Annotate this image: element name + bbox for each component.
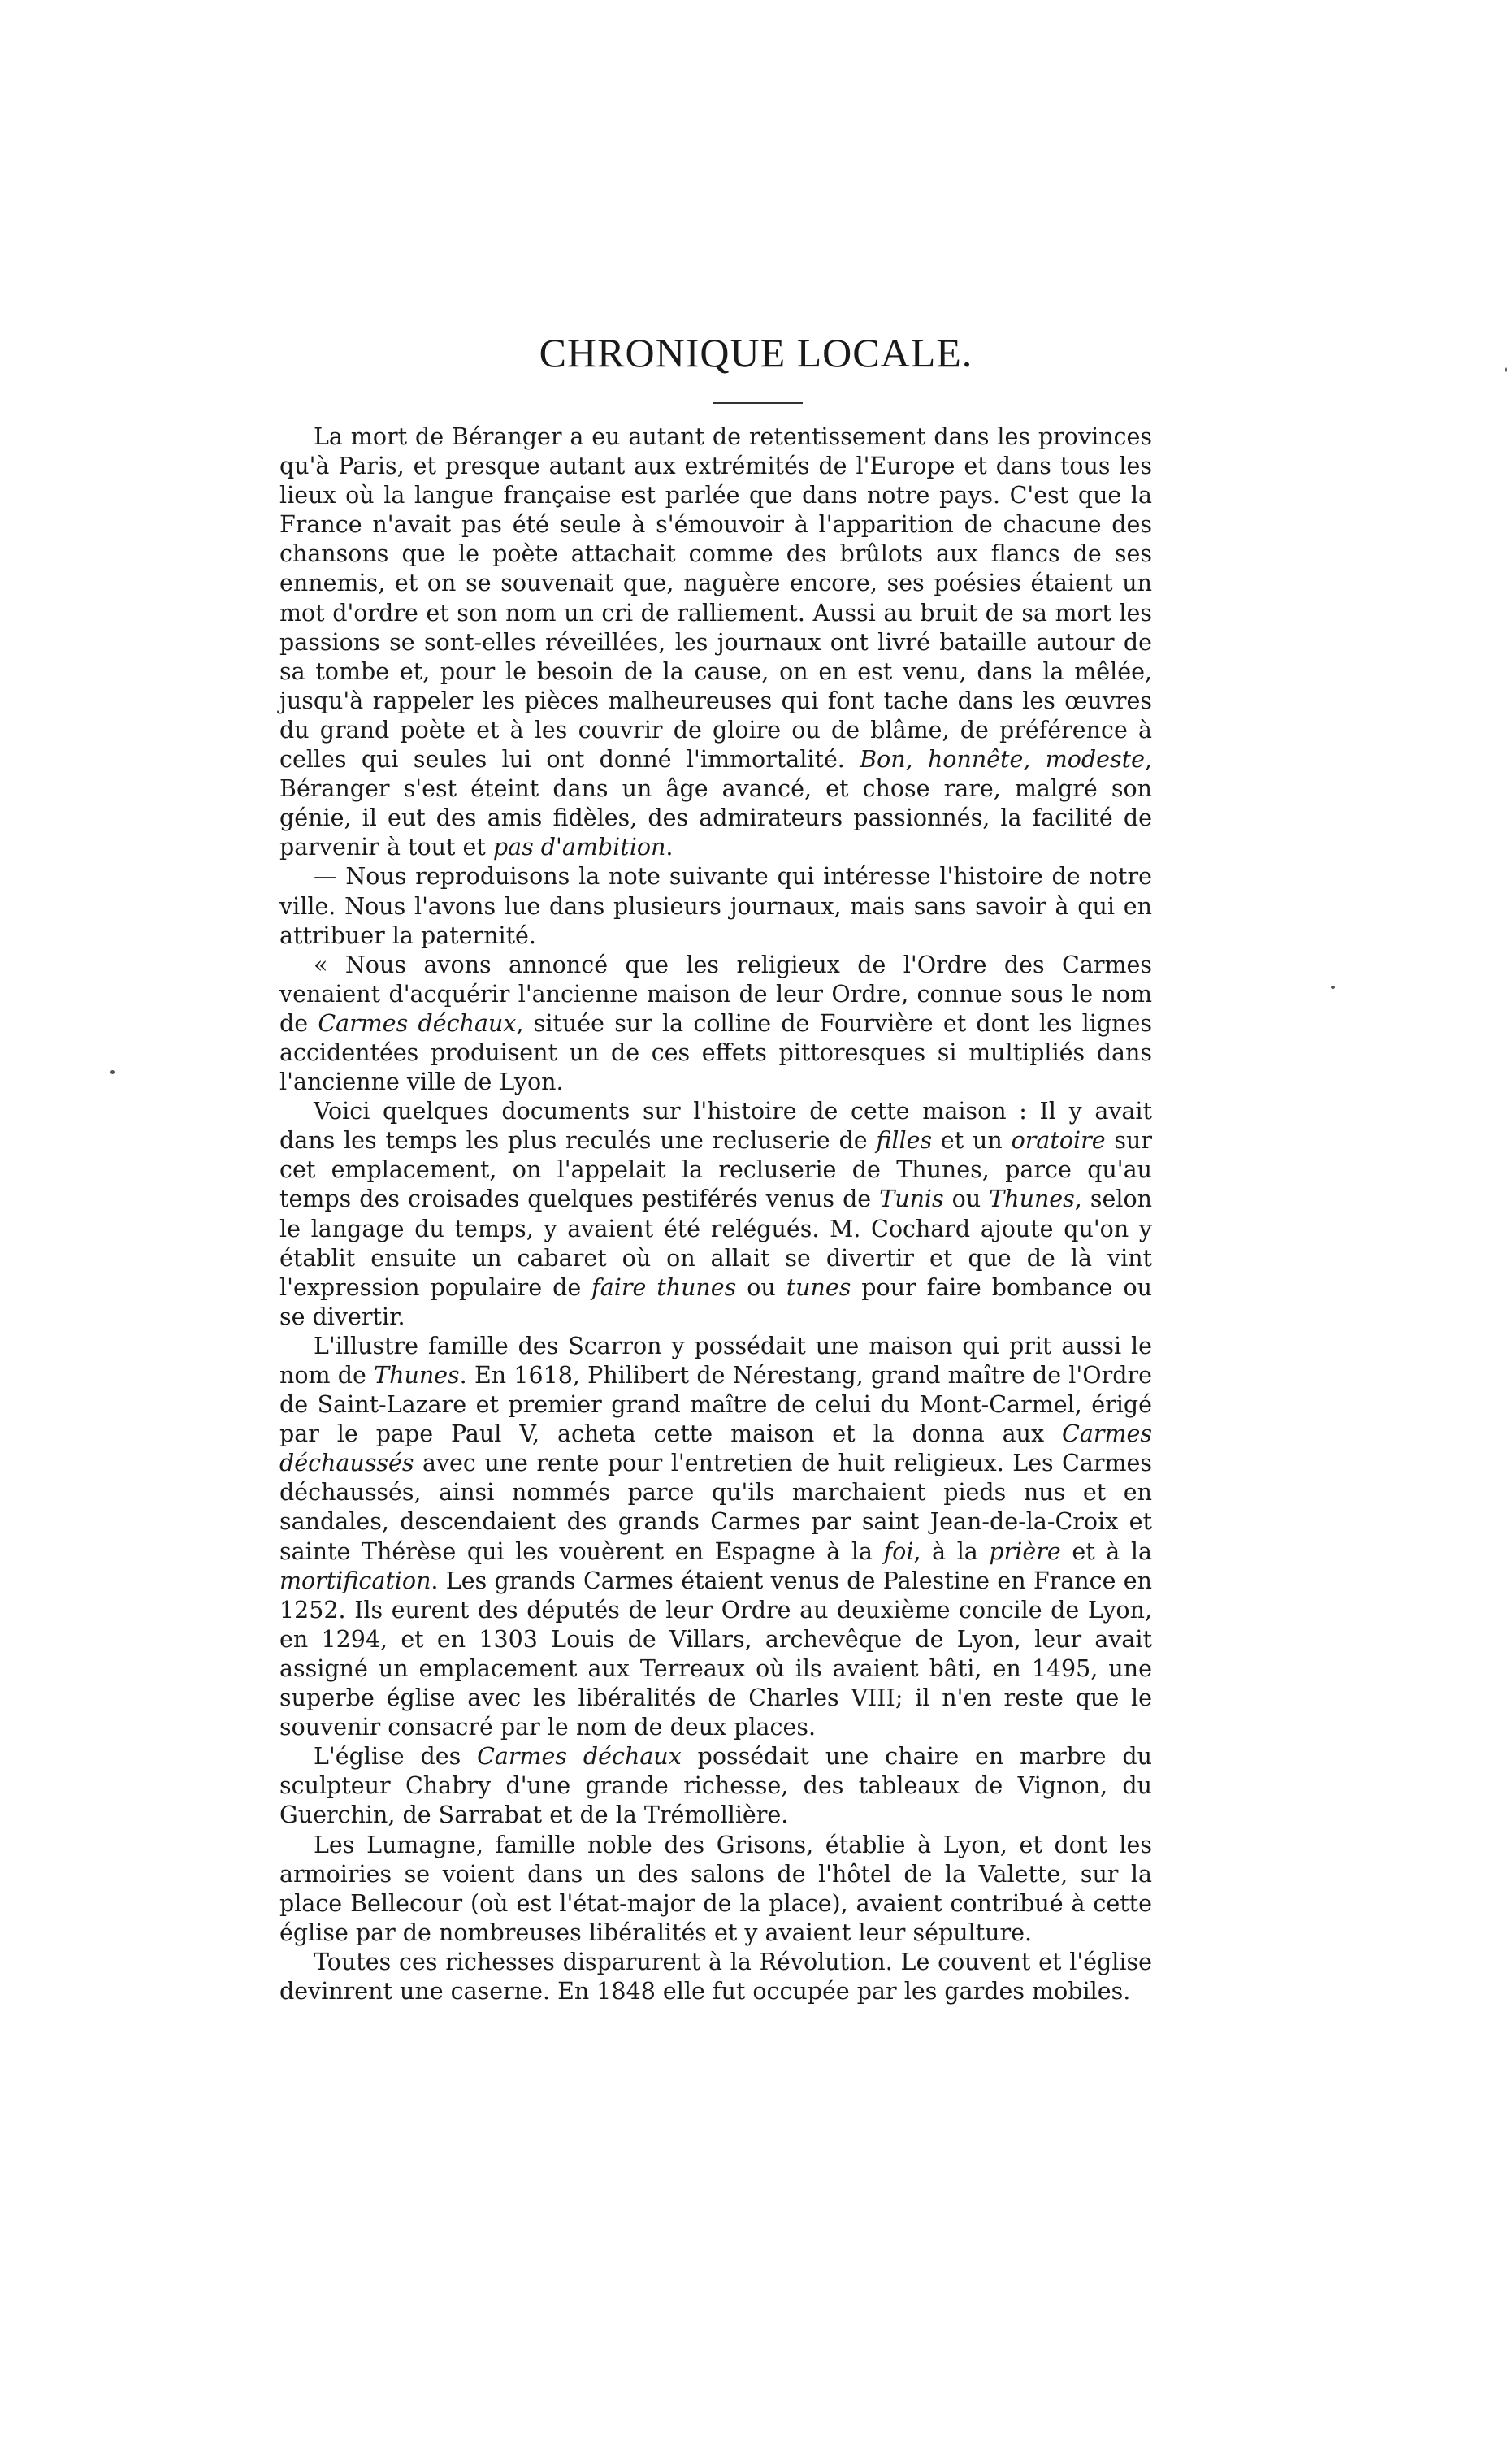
text-run: possédait une chaire en marbre du sculpteur Chabry d'une grande richesse, des tableaux de Vignon, du Guerchin, de Sarrabat et de la Trémollière. (279, 1743, 1152, 1829)
italic-run: pas d'ambition (492, 834, 666, 861)
text-run: pour faire bombance ou se divertir. (279, 1273, 1153, 1330)
text-run: ou (943, 1186, 990, 1213)
text-run: sur cet emplacement, on l'appelait la recluserie de Thunes, parce qu'au temps des croisades quelques pestiférés venus de (279, 1127, 1153, 1213)
paragraph (279, 1332, 1152, 1742)
text-run: , Béranger s'est éteint dans un âge avancé, et chose rare, malgré son génie, il eut des amis fidèles, des admirateurs passionnés, la facilité de parvenir à tout et (279, 746, 1152, 861)
text-run: avec une rente pour l'entretien de huit religieux. Les Carmes déchaussés, ainsi nommés parce qu'ils marchaient pieds nus et en sandales, descendaient des grands Carmes par saint Jean-de-la-Croix et sainte Thérèse qui les vouèrent en Espagne à la (279, 1450, 1152, 1565)
scan-speck (1505, 367, 1507, 372)
text-run: Les Lumagne, famille noble des Grisons, établie à Lyon, et dont les armoiries se voient dans un des salons de l'hôtel de la Valette, sur la place Bellecour (où est l'état-major de la place), avaient contribué à cette église par de nombreuses libéralités et y avaient leur sépulture. (279, 1831, 1152, 1946)
paragraph (279, 951, 1152, 1097)
italic-run: Carmes déchaussés (279, 1420, 1152, 1477)
paragraph (279, 1948, 1152, 2006)
italic-run: tunes (786, 1273, 851, 1301)
text-run: , située sur la colline de Fourvière et dont les lignes accidentées produisent un de ces effets pittoresques si multipliés dans l'ancienne ville de Lyon. (279, 1009, 1152, 1096)
italic-run: mortification (279, 1567, 431, 1594)
italic-run: foi (883, 1537, 914, 1565)
text-run: L'église des (314, 1743, 478, 1771)
text-run: Toutes ces richesses disparurent à la Révolution. Le couvent et l'église devinrent une caserne. En 1848 elle fut occupée par les gardes mobiles. (279, 1948, 1152, 2005)
italic-run: faire thunes (591, 1273, 737, 1301)
italic-run: Thunes (374, 1362, 460, 1389)
paragraph (279, 862, 1152, 950)
page-title: CHRONIQUE LOCALE. (539, 330, 973, 375)
text-run: Voici quelques documents sur l'histoire de cette maison : Il y avait dans les temps les plus reculés une recluserie de (279, 1098, 1152, 1155)
italic-run: Bon, honnête, modeste (860, 746, 1145, 774)
italic-run: Tunis (879, 1186, 944, 1213)
paragraph (279, 1831, 1152, 1948)
text-run: . En 1618, Philibert de Nérestang, grand maître de l'Ordre de Saint-Lazare et premier grand maître de celui du Mont-Carmel, érigé par le pape Paul V, acheta cette maison et la donna aux (279, 1362, 1152, 1448)
italic-run: oratoire (1011, 1127, 1106, 1155)
text-run: , à la (913, 1537, 990, 1565)
text-run: « Nous avons annoncé que les religieux de l'Ordre des Carmes venaient d'acquérir l'ancienne maison de leur Ordre, connue sous le nom de (279, 951, 1152, 1037)
text-run: et un (932, 1127, 1012, 1155)
italic-run: Carmes déchaux (477, 1743, 682, 1771)
italic-run: prière (989, 1537, 1061, 1565)
text-run: ou (736, 1273, 786, 1301)
text-run: . (665, 834, 674, 861)
text-run: , selon le langage du temps, y avaient été relégués. M. Cochard ajoute qu'on y établit ensuite un cabaret où on allait se divertir et que de là vint l'expression populaire de (279, 1186, 1152, 1301)
scan-speck (1331, 986, 1335, 989)
paragraph (279, 423, 1152, 862)
article-body (279, 423, 1152, 2006)
italic-run: filles (876, 1127, 933, 1155)
title-divider (713, 402, 803, 404)
text-run: . Les grands Carmes étaient venus de Palestine en France en 1252. Ils eurent des députés de leur Ordre au deuxième concile de Lyon, en 1294, et en 1303 Louis de Villars, archevêque de Lyon, leur avait assigné un emplacement aux Terreaux où ils avaient bâti, en 1495, une superbe église avec les libéralités de Charles VIII; il n'en reste que le souvenir consacré par le nom de deux places. (279, 1567, 1152, 1741)
scan-speck (110, 1070, 115, 1074)
text-run: L'illustre famille des Scarron y possédait une maison qui prit aussi le nom de (279, 1332, 1152, 1389)
paragraph (279, 1742, 1152, 1830)
text-run: La mort de Béranger a eu autant de retentissement dans les provinces qu'à Paris, et presque autant aux extrémités de l'Europe et dans tous les lieux où la langue française est parlée que dans notre pays. C'est que la France n'avait pas été seule à s'émouvoir à l'apparition de chacune des chansons que le poète attachait comme des brûlots aux flancs de ses ennemis, et on se souvenait que, naguère encore, ses poésies étaient un mot d'ordre et son nom un cri de ralliement. Aussi au bruit de sa mort les passions se sont-elles réveillées, les journaux ont livré bataille autour de sa tombe et, pour le besoin de la cause, on en est venu, dans la mêlée, jusqu'à rappeler les pièces malheureuses qui font tache dans les œuvres du grand poète et à les couvrir de gloire ou de blâme, de préférence à celles qui seules lui ont donné l'immortalité. (279, 423, 1152, 774)
text-run: — Nous reproduisons la note suivante qui intéresse l'histoire de notre ville. Nous l'avons lue dans plusieurs journaux, mais sans savoir à qui en attribuer la paternité. (279, 863, 1152, 949)
paragraph (279, 1097, 1152, 1332)
italic-run: Thunes (989, 1186, 1075, 1213)
text-run: et à la (1060, 1537, 1152, 1565)
italic-run: Carmes déchaux (318, 1009, 517, 1037)
